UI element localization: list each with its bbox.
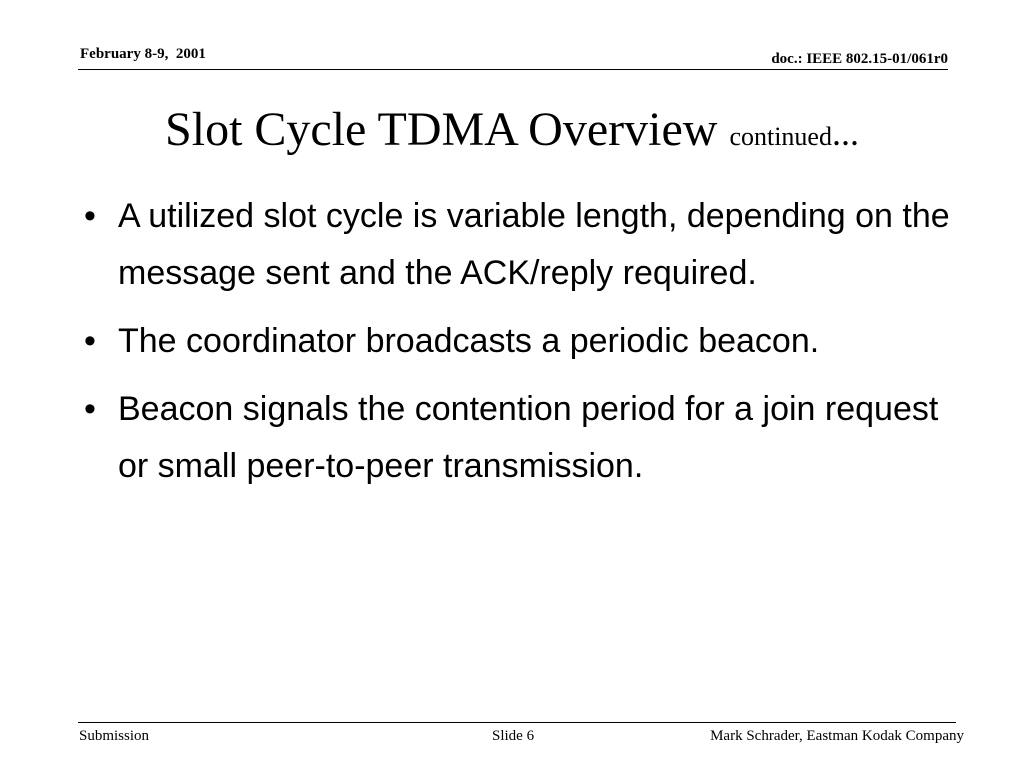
slide-title: [0, 100, 1024, 167]
slide-title-main: Slot Cycle TDMA Overview: [165, 103, 730, 156]
footer-submission: Submission: [79, 728, 150, 744]
bullet-item: [80, 381, 960, 495]
bullet-text: A utilized slot cycle is variable length, depending on the message sent and the ACK/reply required.: [118, 197, 950, 292]
header-divider: [78, 69, 948, 70]
header-date: February 8-9, 2001: [80, 46, 206, 62]
footer-author: Mark Schrader, Eastman Kodak Company: [710, 728, 964, 744]
bullet-icon: •: [84, 322, 96, 360]
bullet-item: [80, 313, 960, 370]
bullet-text: Beacon signals the contention period for a join request or small peer-to-peer transmission.: [118, 390, 939, 485]
bullet-list: [80, 188, 960, 506]
bullet-text: The coordinator broadcasts a periodic beacon.: [118, 322, 820, 360]
bullet-icon: •: [84, 197, 96, 235]
footer-slide-number: Slide 6: [492, 728, 535, 744]
header-doc-id: doc.: IEEE 802.15-01/061r0: [771, 51, 948, 67]
footer-divider: [78, 722, 956, 723]
bullet-icon: •: [84, 390, 96, 428]
slide-title-sub: continued: [729, 122, 832, 151]
bullet-item: [80, 188, 960, 302]
slide-title-ellipsis: ...: [831, 113, 859, 153]
